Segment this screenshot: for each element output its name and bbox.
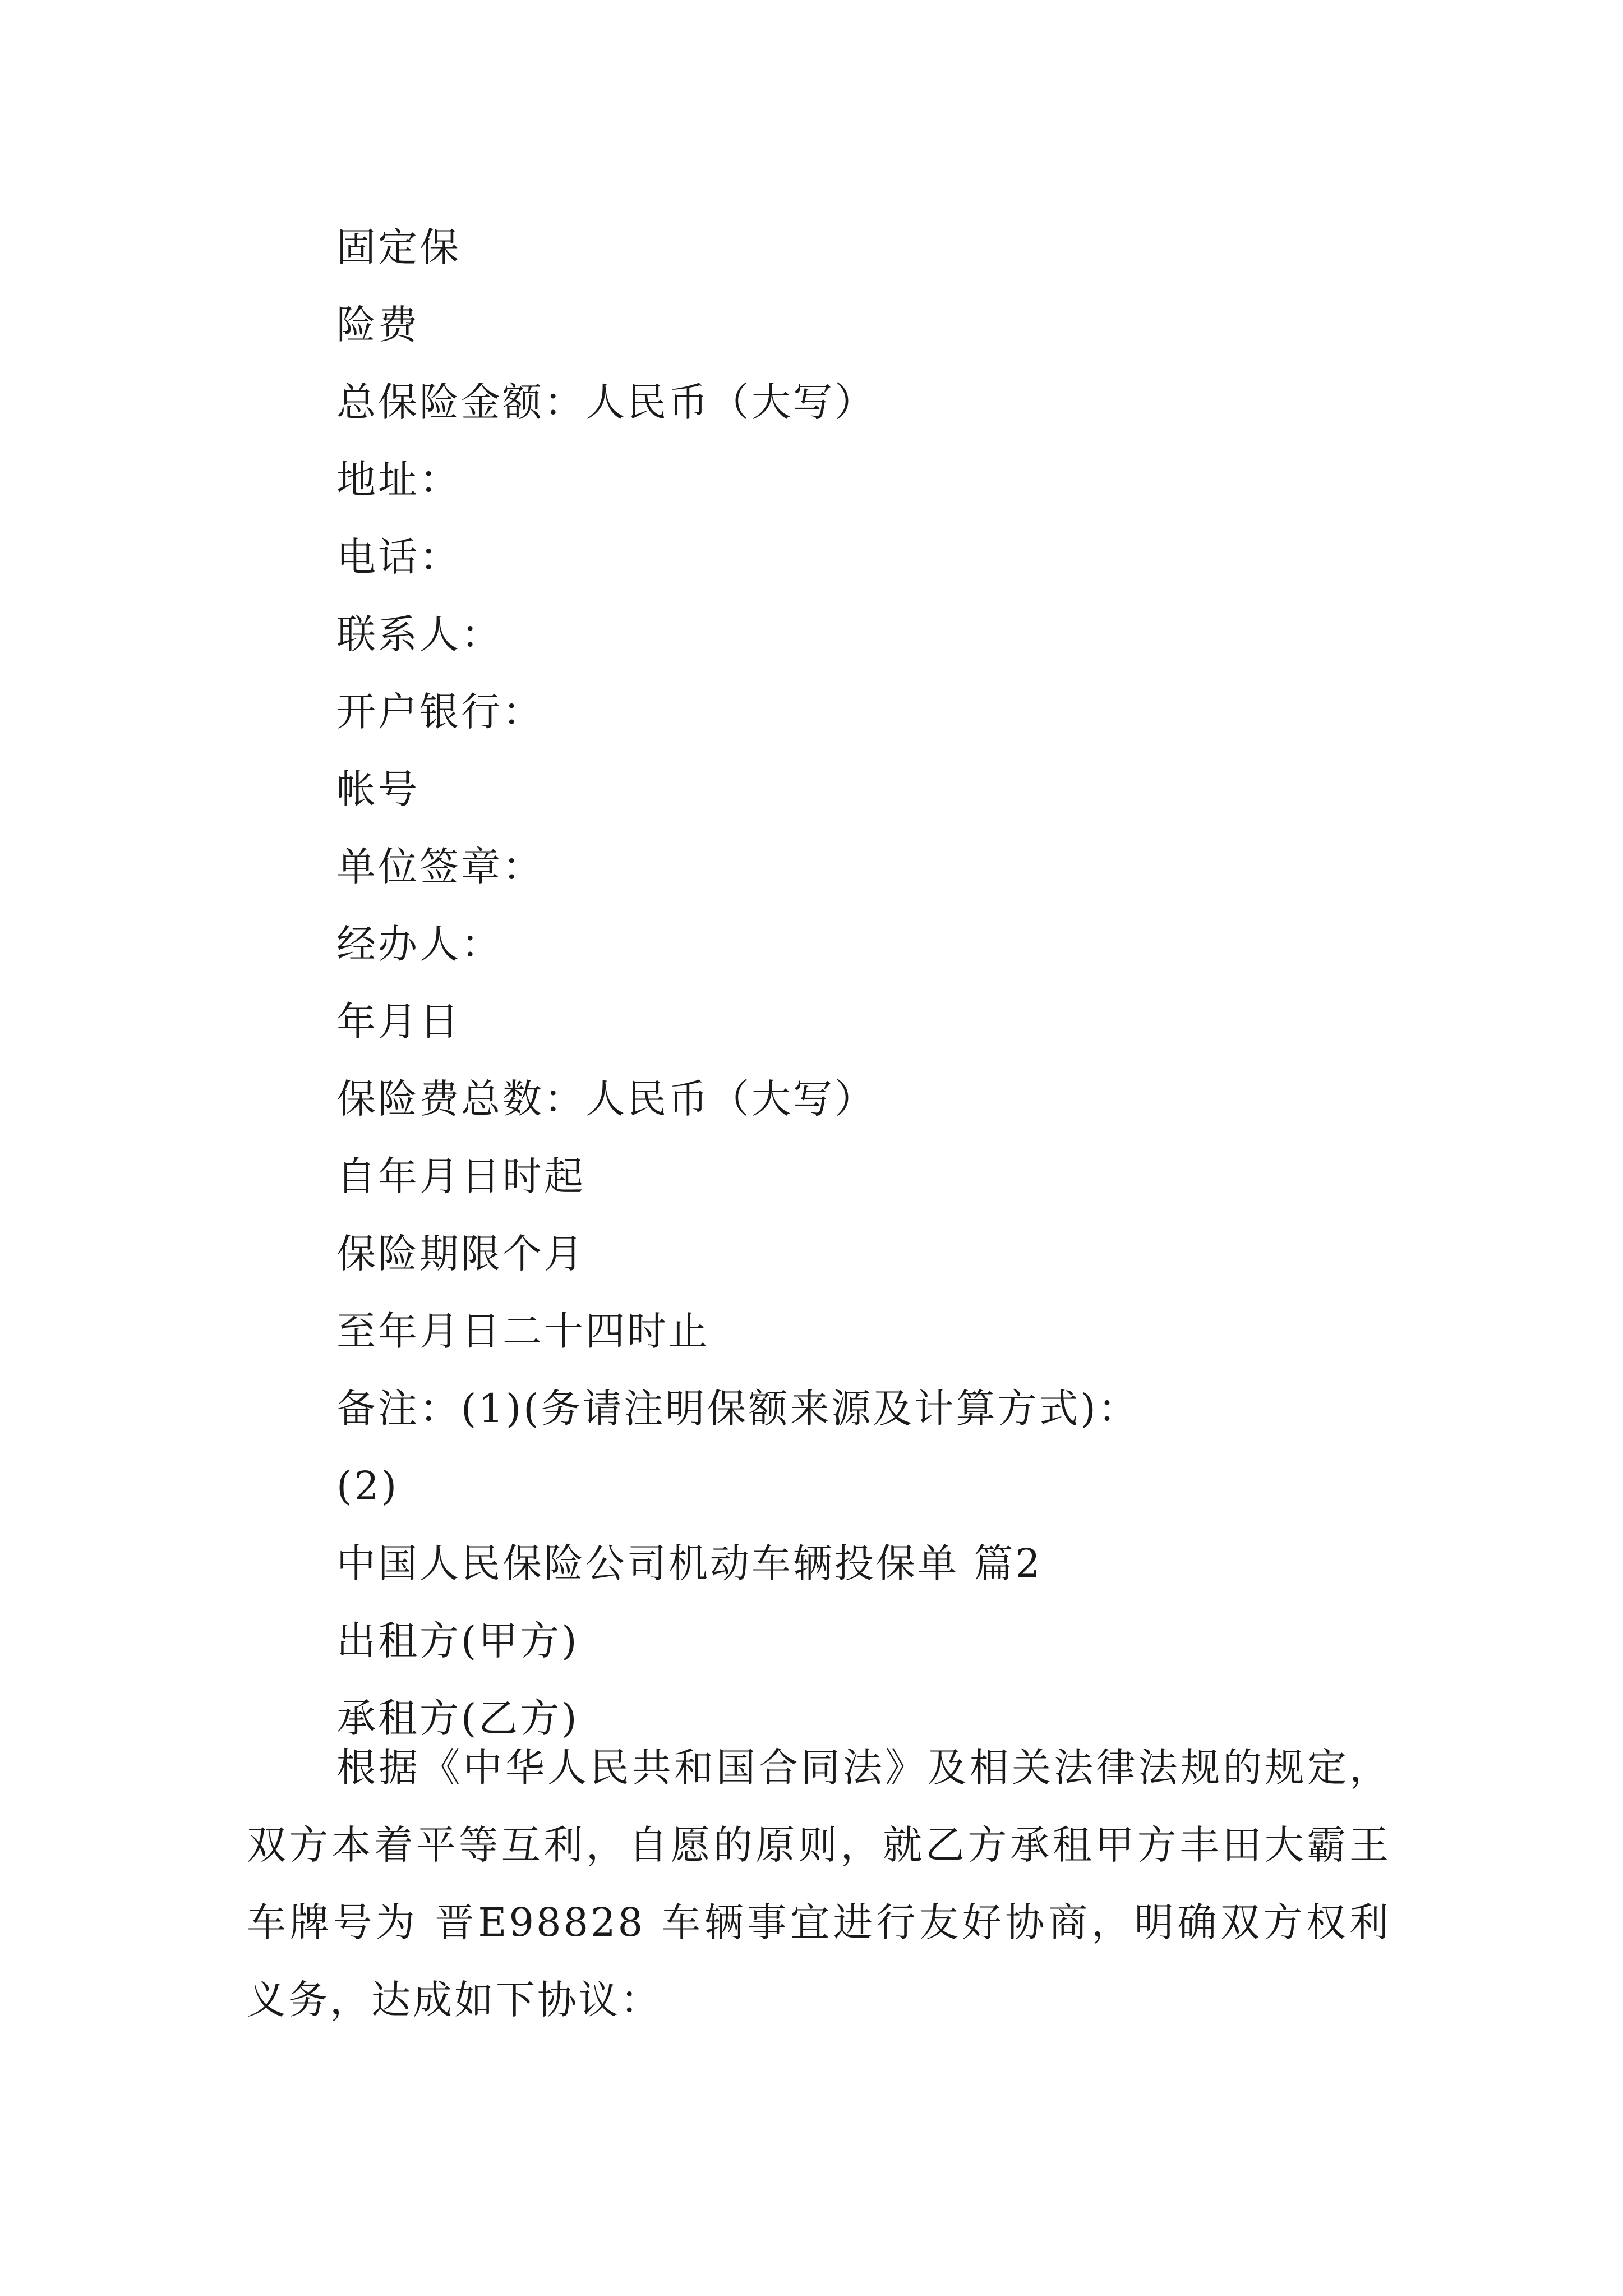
line-period-end: 至年月日二十四时止 xyxy=(336,1308,710,1354)
form-lines xyxy=(336,209,1458,1757)
line-phone: 电话： xyxy=(336,534,461,580)
line-account: 帐号 xyxy=(336,766,419,812)
line-contact: 联系人： xyxy=(336,611,502,657)
line-address: 地址： xyxy=(336,457,461,503)
line-bank: 开户银行： xyxy=(336,689,544,735)
line-lessor: 出租方(甲方) xyxy=(336,1618,579,1664)
line-handler: 经办人： xyxy=(336,921,502,967)
line-seal: 单位签章： xyxy=(336,844,544,890)
line-total-insured-amount: 总保险金额：人民币（大写） xyxy=(336,379,876,425)
line-date: 年月日 xyxy=(336,999,461,1045)
agreement-paragraph: 根据《中华人民共和国合同法》及相关法律法规的规定，双方本着平等互利，自愿的原则，就乙方承租甲方丰田大霸王车牌号为 晋E98828 车辆事宜进行友好协商，明确双方权利义务，达成如下协议： xyxy=(247,1745,1391,2023)
line-lessee: 承租方(乙方) xyxy=(336,1695,579,1741)
line-remarks-1: 备注：(1)(务请注明保额来源及计算方式)： xyxy=(336,1386,1140,1432)
section-heading: 中国人民保险公司机动车辆投保单 篇2 xyxy=(336,1540,1043,1586)
line-period-start: 自年月日时起 xyxy=(336,1153,585,1199)
line-total-premium: 保险费总数：人民币（大写） xyxy=(336,1076,876,1122)
line-period-months: 保险期限个月 xyxy=(336,1231,585,1277)
line-fixed-premium-2: 险费 xyxy=(336,302,419,348)
line-remarks-2: (2) xyxy=(336,1463,399,1509)
line-fixed-premium-1: 固定保 xyxy=(336,224,461,270)
